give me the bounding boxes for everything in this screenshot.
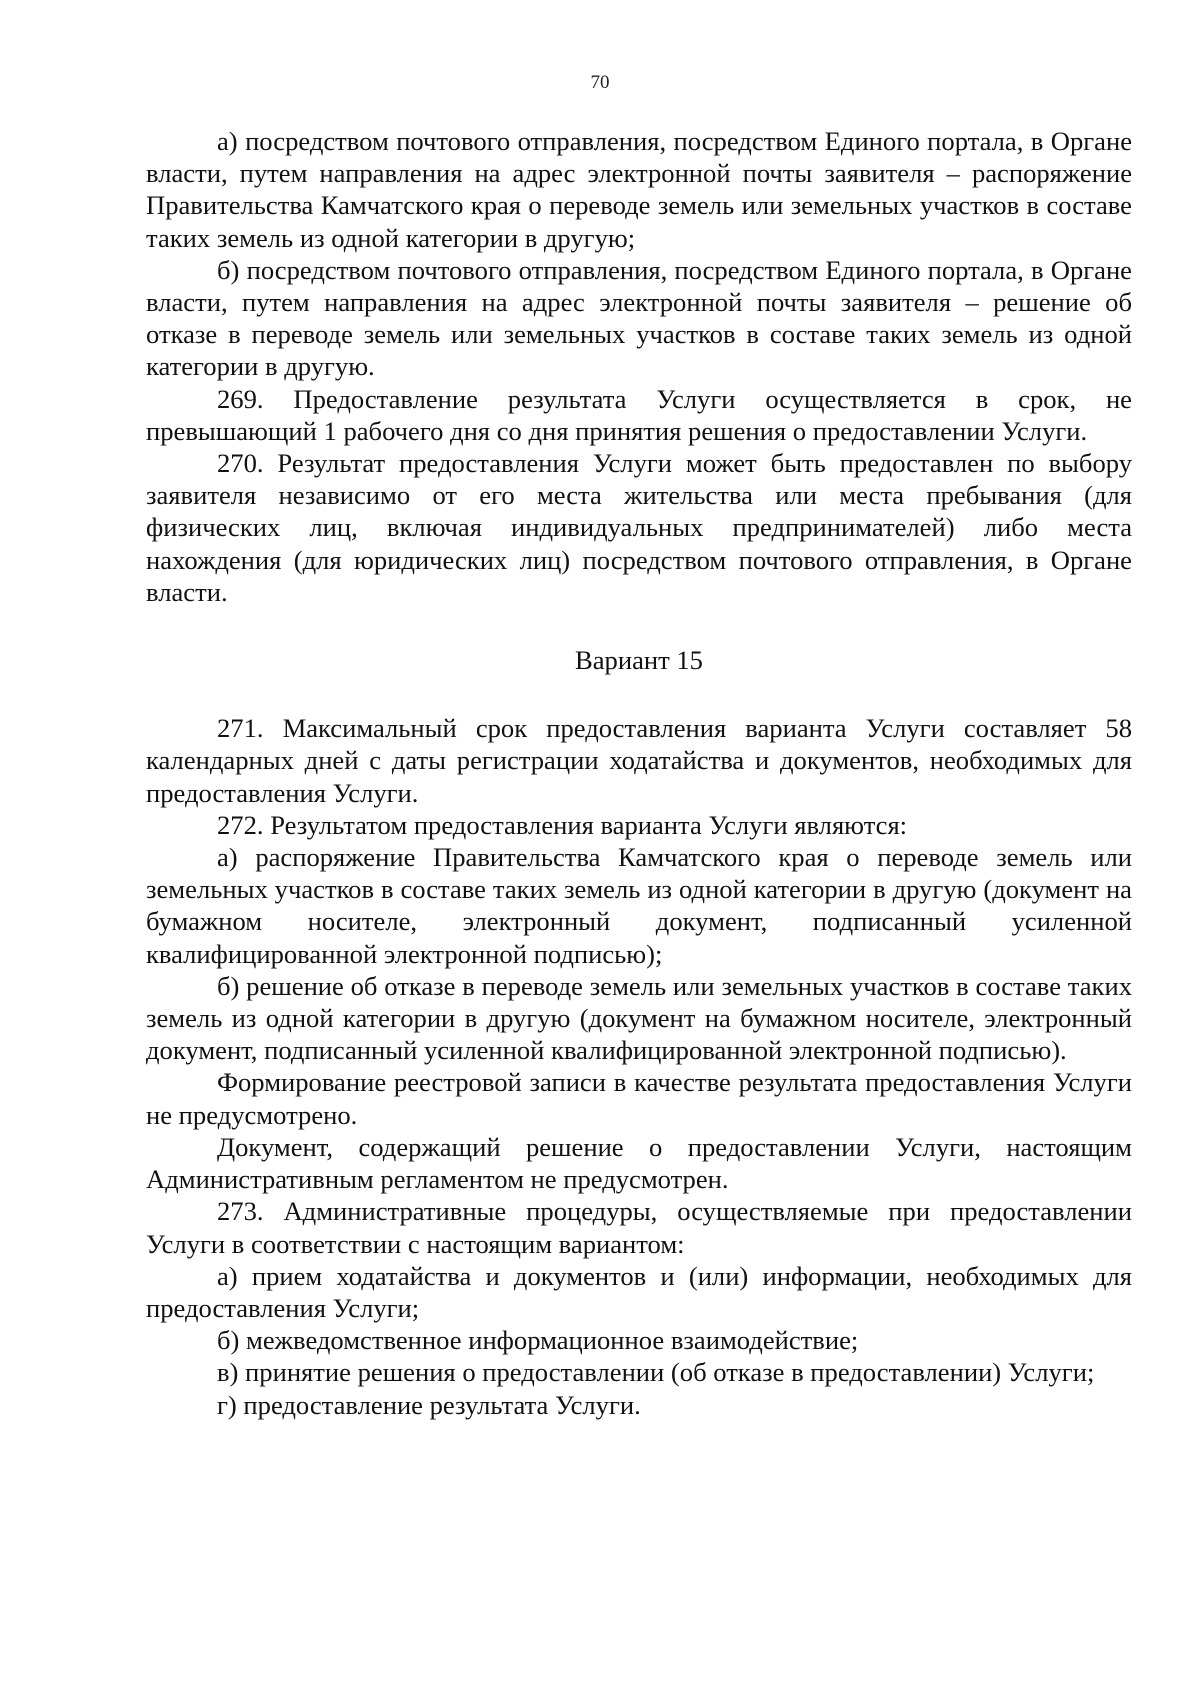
- paragraph-273-v: в) принятие решения о предоставлении (об отказе в предоставлении) Услуги;: [217, 1357, 1095, 1388]
- paragraph-273: 273. Административные процедуры, осуществляемые при предоставлении Услуги в соответствии с настоящим вариантом:: [146, 1196, 1132, 1259]
- paragraph-delivery-order: а) посредством почтового отправления, посредством Единого портала, в Органе власти, путем направления на адрес электронной почты заявителя – распоряжение Правительства Камчатского края о переводе земель или земельных участков в составе таких земель из одной категории в другую;: [146, 126, 1132, 253]
- paragraph-272: 272. Результатом предоставления варианта Услуги являются:: [217, 809, 908, 840]
- paragraph-270: 270. Результат предоставления Услуги может быть предоставлен по выбору заявителя независимо от его места жительства или места пребывания (для физических лиц, включая индивидуальных предпринимателей) либо места нахождения (для юридических лиц) посредством почтового отправления, в Органе власти.: [146, 448, 1132, 607]
- section-heading: Вариант 15: [575, 645, 703, 676]
- paragraph-delivery-refusal: б) посредством почтового отправления, посредством Единого портала, в Органе власти, путем направления на адрес электронной почты заявителя – решение об отказе в переводе земель или земельных участков в составе таких земель из одной категории в другую.: [146, 254, 1132, 382]
- paragraph-registry-record: Формирование реестровой записи в качестве результата предоставления Услуги не предусмотрено.: [146, 1067, 1132, 1130]
- paragraph-269: 269. Предоставление результата Услуги осуществляется в срок, не превышающий 1 рабочего дня со дня принятия решения о предоставлении Услуги.: [146, 383, 1132, 446]
- paragraph-273-b: б) межведомственное информационное взаимодействие;: [217, 1325, 859, 1356]
- page-number: 70: [590, 72, 610, 93]
- paragraph-271: 271. Максимальный срок предоставления варианта Услуги составляет 58 календарных дней с даты регистрации ходатайства и документов, необходимых для предоставления Услуги.: [146, 713, 1132, 808]
- paragraph-272-a: а) распоряжение Правительства Камчатского края о переводе земель или земельных участков в составе таких земель из одной категории в другую (документ на бумажном носителе, электронный документ, подписанный усиленной квалифицированной электронной подписью);: [146, 842, 1132, 969]
- paragraph-272-b: б) решение об отказе в переводе земель или земельных участков в составе таких земель из одной категории в другую (документ на бумажном носителе, электронный документ, подписанный усиленной квалифицированной электронной подписью).: [146, 970, 1132, 1066]
- paragraph-273-g: г) предоставление результата Услуги.: [217, 1389, 641, 1420]
- document-body: [146, 125, 1132, 1421]
- paragraph-decision-document: Документ, содержащий решение о предоставлении Услуги, настоящим Административным регламентом не предусмотрен.: [146, 1131, 1132, 1195]
- paragraph-273-a: а) прием ходатайства и документов и (или) информации, необходимых для предоставления Услуги;: [146, 1260, 1132, 1323]
